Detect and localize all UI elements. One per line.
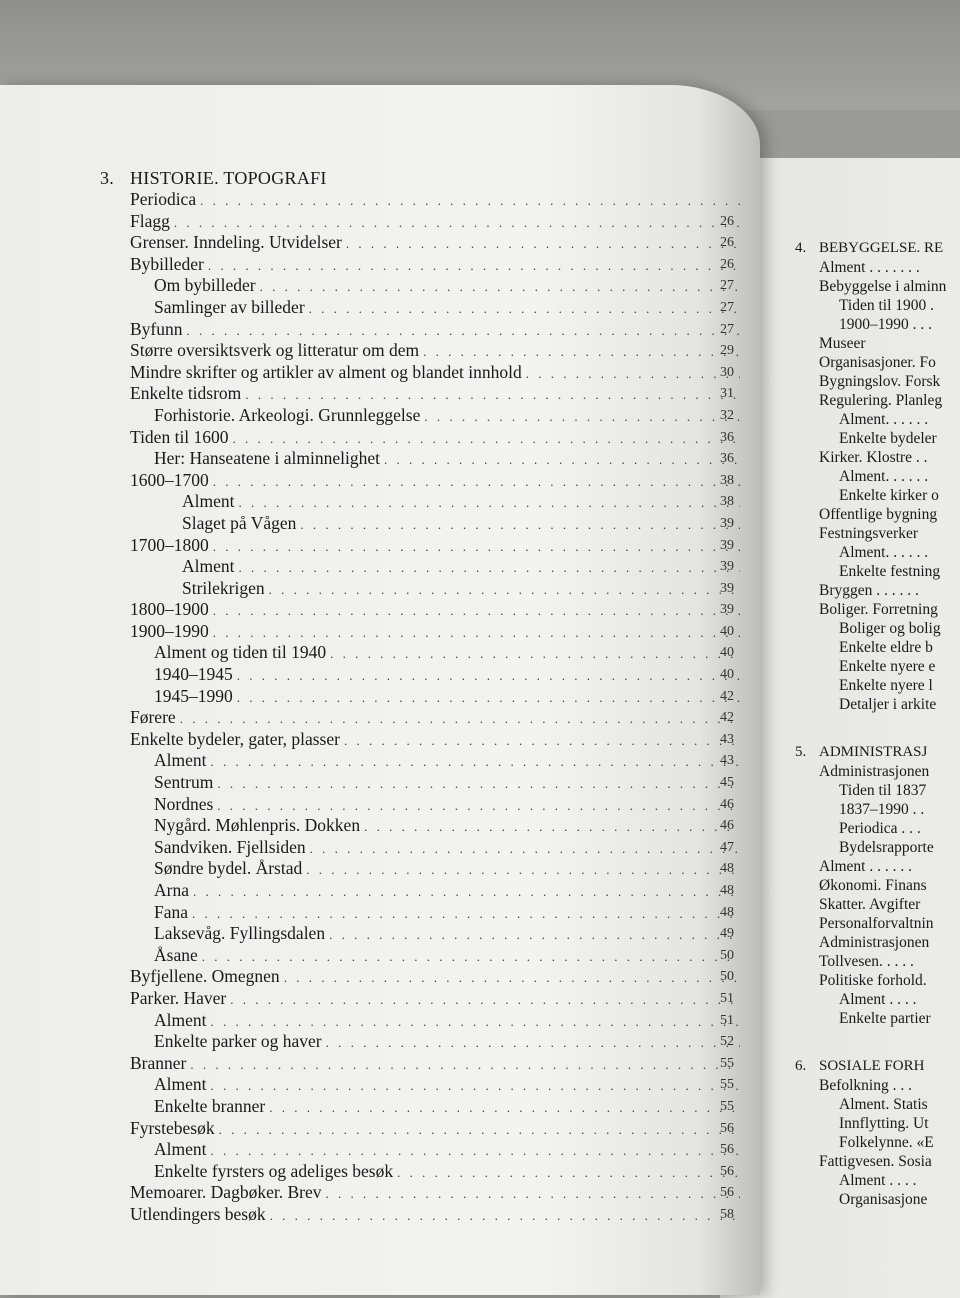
- toc-entry-label: Nordnes: [154, 793, 214, 814]
- section-heading: [795, 1056, 960, 1076]
- toc-entry-label: Bybilleder: [130, 253, 204, 274]
- leader-dots: [269, 579, 740, 601]
- toc-entry: Bryggen . . . . . .: [819, 582, 919, 599]
- toc-entry-label: Søndre bydel. Årstad: [154, 858, 303, 879]
- toc-entry: [100, 750, 740, 772]
- toc-entry: [100, 880, 740, 902]
- toc-entry-page: 40: [720, 645, 734, 661]
- toc-entry-label: Enkelte bydeler, gater, plasser: [130, 728, 340, 749]
- toc-entry-label: Sandviken. Fjellsiden: [154, 836, 306, 857]
- leader-dots: [202, 946, 740, 968]
- toc-entry: Alment. . . . . .: [839, 468, 929, 485]
- toc-entry-page: 56: [720, 1142, 734, 1158]
- toc-entry-page: 27: [720, 321, 734, 337]
- toc-entry: [100, 707, 740, 729]
- toc-entry-page: 26: [720, 235, 734, 251]
- toc-entry-label: Enkelte tidsrom: [130, 383, 242, 404]
- toc-entry: Festningsverker: [819, 525, 919, 542]
- leader-dots: [239, 492, 741, 514]
- section-heading: [795, 742, 960, 762]
- toc-entry-page: 26: [720, 256, 734, 272]
- toc-entry-page: 43: [720, 753, 734, 769]
- toc-entry-page: 31: [720, 386, 734, 402]
- toc-entry: [100, 189, 740, 211]
- leader-dots: [211, 1140, 741, 1162]
- leader-dots: [325, 1183, 740, 1205]
- toc-entry-label: Byfjellene. Omegnen: [130, 966, 280, 987]
- leader-dots: [364, 816, 740, 838]
- leader-dots: [217, 795, 740, 817]
- toc-entry: Enkelte nyere l: [839, 677, 933, 694]
- section-title: HISTORIE. TOPOGRAFI: [130, 168, 327, 188]
- toc-entry: Enkelte kirker o: [839, 487, 939, 504]
- section-gap: [795, 1028, 960, 1046]
- toc-entry-page: 56: [720, 1163, 734, 1179]
- toc-entry: Politiske forhold.: [819, 972, 927, 989]
- leader-dots: [217, 773, 740, 795]
- toc-entry-page: 40: [720, 667, 734, 683]
- toc-entry-page: 40: [720, 623, 734, 639]
- leader-dots: [230, 989, 740, 1011]
- toc-entry: Kirker. Klostre . .: [819, 449, 928, 466]
- toc-entry: Skatter. Avgifter: [819, 896, 921, 913]
- toc-entry-label: Alment: [154, 1074, 207, 1095]
- toc-entry-label: Alment: [154, 750, 207, 771]
- toc-entry: Administrasjonen: [819, 934, 930, 951]
- leader-dots: [237, 665, 740, 687]
- toc-entry: Administrasjonen: [819, 763, 930, 780]
- toc-entry: [100, 923, 740, 945]
- toc-entry-page: 42: [720, 710, 734, 726]
- toc-entry: [100, 686, 740, 708]
- toc-entry-label: Enkelte fyrsters og adeliges besøk: [154, 1160, 394, 1181]
- toc-entry: Enkelte bydeler: [839, 430, 937, 447]
- toc-entry-label: Om bybilleder: [154, 275, 256, 296]
- leader-dots: [270, 1205, 740, 1227]
- toc-entry-label: 1900–1990: [130, 620, 209, 641]
- leader-dots: [174, 212, 740, 234]
- leader-dots: [192, 903, 740, 925]
- leader-dots: [284, 967, 740, 989]
- toc-entry: Folkelynne. «E: [839, 1134, 934, 1151]
- toc-entry-page: 50: [720, 969, 734, 985]
- toc-entry: Fattigvesen. Sosia: [819, 1153, 932, 1170]
- toc-entry: [100, 513, 740, 535]
- toc-entry: Alment . . . .: [839, 1172, 917, 1189]
- section-gap: [795, 714, 960, 732]
- leader-dots: [200, 190, 740, 212]
- toc-entry: Periodica . . .: [839, 820, 921, 837]
- toc-entry: Alment . . . . . . .: [819, 259, 920, 276]
- toc-entry: [100, 275, 740, 297]
- toc-entry: [100, 362, 740, 384]
- toc-entry-page: 39: [720, 580, 734, 596]
- toc-entry-label: Sentrum: [154, 772, 214, 793]
- toc-entry: [100, 599, 740, 621]
- toc-entry-label: 1600–1700: [130, 469, 209, 490]
- toc-entry-label: Branner: [130, 1052, 187, 1073]
- toc-entry-page: 36: [720, 451, 734, 467]
- toc-entry: [100, 1182, 740, 1204]
- toc-entry: Bebyggelse i alminn: [819, 278, 947, 295]
- leader-dots: [213, 536, 740, 558]
- section-number: 6.: [795, 1058, 807, 1074]
- leader-dots: [208, 255, 740, 277]
- toc-entry-page: 47: [720, 839, 734, 855]
- toc-entry: [100, 427, 740, 449]
- toc-entry-label: Parker. Haver: [130, 987, 227, 1008]
- toc-entry: [100, 254, 740, 276]
- toc-entry: Befolkning . . .: [819, 1077, 912, 1094]
- toc-entry-label: Tiden til 1600: [130, 426, 229, 447]
- section-number: 5.: [795, 744, 807, 760]
- toc-entry: Bydelsrapporte: [839, 839, 934, 856]
- toc-entry-page: 45: [720, 775, 734, 791]
- leader-dots: [397, 1162, 740, 1184]
- toc-entry-page: 58: [720, 1206, 734, 1222]
- toc-entry: [100, 1204, 740, 1226]
- toc-entry: [100, 405, 740, 427]
- toc-entry: [100, 966, 740, 988]
- toc-entry: [100, 772, 740, 794]
- toc-entry: [100, 794, 740, 816]
- leader-dots: [237, 687, 740, 709]
- toc-entry-page: 55: [720, 1077, 734, 1093]
- toc-entry-page: 26: [720, 213, 734, 229]
- toc-entry-page: 39: [720, 559, 734, 575]
- toc-entry-label: 1940–1945: [154, 664, 233, 685]
- toc-entry: [100, 1074, 740, 1096]
- leader-dots: [193, 881, 740, 903]
- leader-dots: [211, 1075, 741, 1097]
- toc-entry: Alment . . . . . .: [819, 858, 912, 875]
- toc-entry-page: 48: [720, 861, 734, 877]
- toc-entry: [100, 858, 740, 880]
- leader-dots: [260, 276, 740, 298]
- toc-entry: Økonomi. Finans: [819, 877, 927, 894]
- toc-entry-label: Arna: [154, 880, 189, 900]
- toc-entry-label: Fana: [154, 901, 189, 922]
- leader-dots: [213, 622, 740, 644]
- toc-entry-label: Alment: [182, 491, 235, 512]
- toc-entry-label: Åsane: [154, 944, 198, 965]
- toc-entry-page: 29: [720, 343, 734, 359]
- toc-entry: [100, 232, 740, 254]
- toc-entry: Tiden til 1900 .: [839, 297, 935, 314]
- toc-entry: 1900–1990 . . .: [839, 316, 932, 333]
- leader-dots: [211, 751, 741, 773]
- toc-entry-label: Samlinger av billeder: [154, 296, 305, 317]
- leader-dots: [309, 298, 740, 320]
- toc-entry-label: Fyrstebesøk: [130, 1117, 215, 1138]
- leader-dots: [346, 233, 740, 255]
- toc-entry-page: 49: [720, 926, 734, 942]
- leader-dots: [329, 924, 740, 946]
- toc-entry: Boliger og bolig: [839, 620, 941, 637]
- toc-entry-page: 50: [720, 947, 734, 963]
- toc-entry: [100, 1053, 740, 1075]
- toc-entry: [100, 491, 740, 513]
- toc-entry: Organisasjone: [839, 1191, 928, 1208]
- toc-entry: Enkelte partier: [839, 1010, 931, 1027]
- leader-dots: [384, 449, 740, 471]
- toc-entry: [100, 945, 740, 967]
- toc-entry-page: 55: [720, 1098, 734, 1114]
- right-page-toc: [795, 228, 960, 1209]
- toc-entry-label: Enkelte parker og haver: [154, 1031, 322, 1052]
- leader-dots: [233, 428, 740, 450]
- toc-entry: Museer: [819, 335, 866, 352]
- leader-dots: [190, 1054, 740, 1076]
- toc-entry-label: Nygård. Møhlenpris. Dokken: [154, 815, 361, 836]
- toc-entry: Innflytting. Ut: [839, 1115, 929, 1132]
- toc-entry: [100, 815, 740, 837]
- toc-entry: Alment. . . . . .: [839, 544, 929, 561]
- toc-entry: Tollvesen. . . . .: [819, 953, 914, 970]
- toc-entry-page: 48: [720, 883, 734, 898]
- toc-entry: Alment. Statis: [839, 1096, 928, 1113]
- toc-entry: Enkelte eldre b: [839, 639, 933, 656]
- section-title: ADMINISTRASJ: [819, 744, 928, 760]
- toc-entry: [100, 642, 740, 664]
- leader-dots: [344, 730, 740, 752]
- toc-entry: [100, 211, 740, 233]
- section-title: SOSIALE FORH: [819, 1058, 925, 1074]
- toc-entry: [100, 1139, 740, 1161]
- toc-entry: Personalforvaltnin: [819, 915, 934, 932]
- toc-entry: [100, 621, 740, 643]
- toc-entry-label: Utlendingers besøk: [130, 1203, 266, 1224]
- toc-entry-label: Forhistorie. Arkeologi. Grunnleggelse: [154, 404, 421, 425]
- toc-entry-page: 36: [720, 429, 734, 445]
- toc-entry: [100, 578, 740, 600]
- toc-entry-page: 32: [720, 407, 734, 423]
- leader-dots: [187, 320, 741, 342]
- toc-entry-label: 1800–1900: [130, 599, 209, 620]
- toc-entry-page: 56: [720, 1185, 734, 1201]
- toc-entry-page: 51: [720, 1012, 734, 1028]
- toc-entry-label: Større oversiktsverk og litteratur om dem: [130, 340, 420, 361]
- toc-entry-label: Memoarer. Dagbøker. Brev: [130, 1182, 322, 1203]
- toc-entry-label: Byfunn: [130, 318, 183, 339]
- section-number: 4.: [795, 240, 807, 256]
- toc-entry-label: Mindre skrifter og artikler av alment og blandet innhold: [130, 361, 522, 382]
- toc-entry: [100, 988, 740, 1010]
- toc-entry-label: Alment: [154, 1139, 207, 1160]
- leader-dots: [424, 406, 740, 428]
- toc-entry: [100, 340, 740, 362]
- toc-entry-page: 27: [720, 299, 734, 315]
- toc-entry: Alment. . . . . .: [839, 411, 929, 428]
- toc-entry-label: Førere: [130, 707, 176, 728]
- leader-dots: [526, 363, 740, 385]
- leader-dots: [300, 514, 740, 536]
- toc-entry: [100, 1096, 740, 1118]
- toc-entry: [100, 1161, 740, 1183]
- toc-entry: [100, 319, 740, 341]
- toc-entry: [100, 297, 740, 319]
- toc-entry: Enkelte festning: [839, 563, 941, 580]
- toc-entry: Boliger. Forretning: [819, 601, 938, 618]
- leader-dots: [239, 557, 741, 579]
- toc-entry: [100, 556, 740, 578]
- toc-entry-page: 56: [720, 1120, 734, 1136]
- toc-entry-label: Alment: [182, 556, 235, 577]
- leader-dots: [306, 859, 740, 881]
- toc-entry: [100, 448, 740, 470]
- toc-entry-label: Alment og tiden til 1940: [154, 642, 327, 663]
- toc-entry-page: 38: [720, 472, 734, 488]
- toc-entry: [100, 383, 740, 405]
- toc-entry-label: Alment: [154, 1009, 207, 1030]
- leader-dots: [330, 643, 740, 665]
- section-heading: [795, 238, 960, 258]
- toc-entry: Offentlige bygning: [819, 506, 938, 523]
- toc-entry-label: Slaget på Vågen: [182, 512, 297, 533]
- leader-dots: [269, 1097, 740, 1119]
- left-page-toc: [100, 167, 740, 1226]
- toc-entry: Enkelte nyere e: [839, 658, 936, 675]
- toc-entry-label: Laksevåg. Fyllingsdalen: [154, 923, 326, 944]
- toc-entry-label: Flagg: [130, 210, 170, 231]
- toc-entry: [100, 902, 740, 924]
- toc-entry-page: 55: [720, 1055, 734, 1071]
- leader-dots: [423, 341, 740, 363]
- toc-entry-page: 51: [720, 990, 734, 1006]
- toc-entry: Regulering. Planleg: [819, 392, 943, 409]
- leader-dots: [245, 384, 740, 406]
- toc-entry-page: 39: [720, 602, 734, 618]
- toc-entry: Organisasjoner. Fo: [819, 354, 936, 371]
- toc-entry-page: 52: [720, 1034, 734, 1050]
- toc-entry-page: 30: [720, 364, 734, 380]
- toc-entry-page: 48: [720, 904, 734, 920]
- toc-entry: [100, 1031, 740, 1053]
- section-number: 3.: [100, 168, 115, 188]
- toc-entry-page: 46: [720, 818, 734, 834]
- toc-entry-page: 43: [720, 731, 734, 747]
- leader-dots: [213, 600, 740, 622]
- toc-entry-label: Strilekrigen: [182, 577, 265, 598]
- toc-entry-page: 42: [720, 688, 734, 704]
- toc-entry-label: 1700–1800: [130, 534, 209, 555]
- toc-entry: [100, 729, 740, 751]
- leader-dots: [213, 471, 740, 493]
- toc-entry-label: Enkelte branner: [154, 1095, 266, 1116]
- section-heading: [100, 167, 740, 189]
- toc-entry-page: 46: [720, 796, 734, 812]
- toc-entry-list: [100, 189, 740, 1226]
- toc-entry-page: 39: [720, 537, 734, 553]
- toc-entry: Tiden til 1837: [839, 782, 927, 799]
- toc-entry: [100, 1118, 740, 1140]
- leader-dots: [180, 708, 740, 730]
- toc-entry: Bygningslov. Forsk: [819, 373, 941, 390]
- toc-entry: [100, 664, 740, 686]
- toc-entry-label: Grenser. Inndeling. Utvidelser: [130, 232, 342, 253]
- toc-entry: [100, 470, 740, 492]
- toc-entry: [100, 837, 740, 859]
- section-title: BEBYGGELSE. RE: [819, 240, 944, 256]
- toc-entry-label: 1945–1990: [154, 685, 233, 706]
- toc-entry-label: Periodica: [130, 189, 197, 209]
- toc-entry-label: Her: Hanseatene i alminnelighet: [154, 448, 380, 469]
- leader-dots: [326, 1032, 740, 1054]
- leader-dots: [211, 1011, 741, 1033]
- toc-entry: 1837–1990 . .: [839, 801, 925, 818]
- leader-dots: [310, 838, 740, 860]
- toc-entry: [100, 1010, 740, 1032]
- toc-entry-page: 39: [720, 515, 734, 531]
- toc-entry-page: 27: [720, 278, 734, 294]
- toc-entry: Detaljer i arkite: [839, 696, 937, 713]
- toc-entry: Alment . . . .: [839, 991, 917, 1008]
- toc-entry: [100, 535, 740, 557]
- leader-dots: [219, 1119, 740, 1141]
- toc-entry-page: 38: [720, 494, 734, 510]
